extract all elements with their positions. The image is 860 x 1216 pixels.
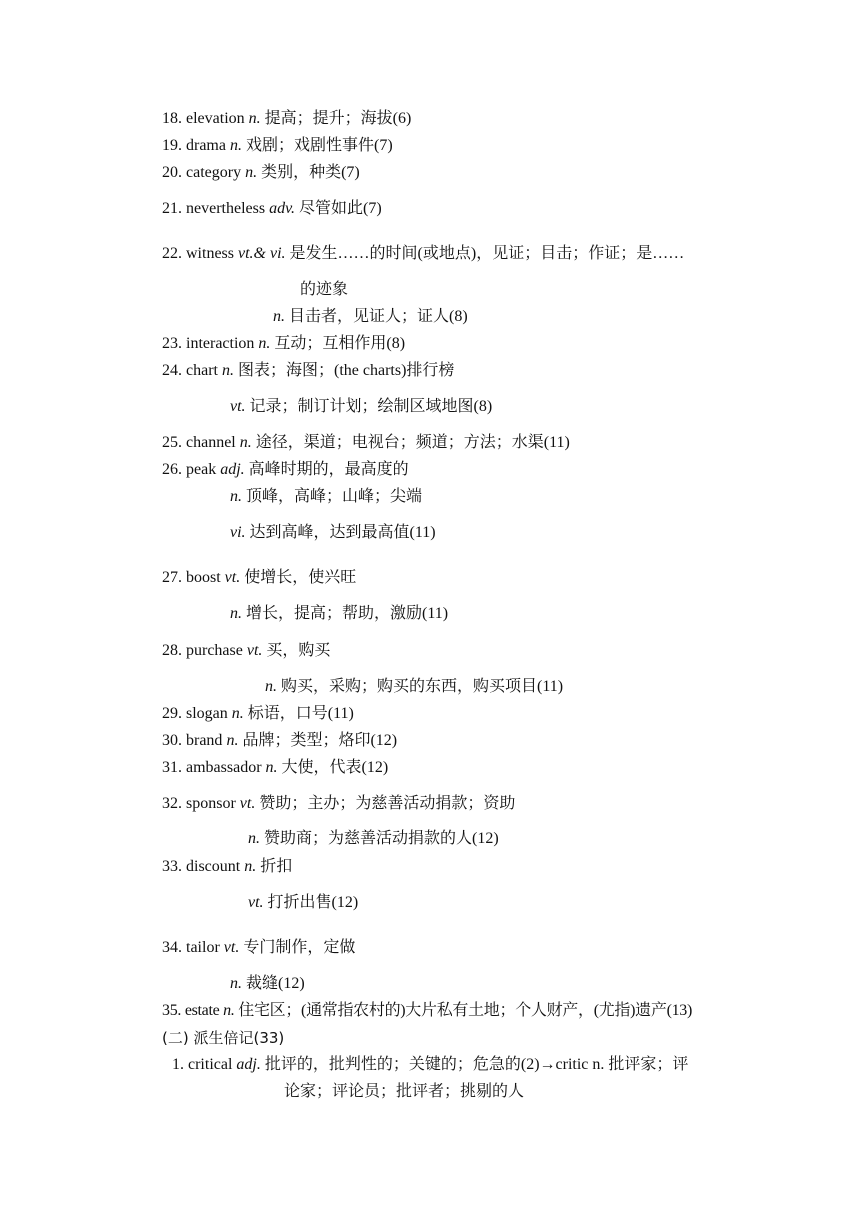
definition: 论家；评论员；批评者；挑剔的人 [284, 1083, 525, 1100]
entry-word: interaction [186, 335, 255, 352]
part-of-speech: adj. [236, 1056, 261, 1073]
part-of-speech: n. [258, 335, 271, 352]
entry-word: peak [186, 461, 217, 478]
entry-24-verb [230, 397, 492, 417]
definition: 途径，渠道；电视台；频道；方法；水渠(11) [255, 434, 570, 451]
derived-entry-1-continuation [284, 1082, 524, 1102]
part-of-speech: n. [221, 362, 234, 379]
entry-number: 21. [162, 200, 182, 217]
entry-34 [162, 938, 355, 958]
entry-20 [162, 163, 360, 183]
entry-25 [162, 433, 570, 453]
entry-number: 35. [162, 1002, 182, 1019]
entry-26-verb [230, 523, 436, 543]
entry-32 [162, 794, 515, 814]
definition: 是发生……的时间(或地点)，见证；目击；作证；是…… [289, 245, 685, 262]
entry-27 [162, 568, 356, 588]
entry-28 [162, 641, 330, 661]
entry-number: 20. [162, 164, 182, 181]
entry-word: slogan [186, 705, 228, 722]
definition: 打折出售(12) [267, 894, 359, 911]
part-of-speech: n. [226, 732, 239, 749]
part-of-speech: n. [248, 110, 261, 127]
part-of-speech: vt. [223, 939, 240, 956]
entry-number: 32. [162, 795, 182, 812]
entry-23 [162, 334, 405, 354]
entry-word: chart [186, 362, 218, 379]
entry-word: witness [186, 245, 234, 262]
part-of-speech: n. [231, 705, 244, 722]
entry-word: drama [186, 137, 226, 154]
entry-29 [162, 704, 354, 724]
definition: 折扣 [260, 858, 293, 875]
section-heading [162, 1028, 284, 1048]
entry-19 [162, 136, 393, 156]
entry-word: ambassador [186, 759, 262, 776]
part-of-speech: adj. [220, 461, 245, 478]
definition: 标语，口号(11) [247, 705, 354, 722]
entry-word: elevation [186, 110, 245, 127]
part-of-speech: n. [229, 137, 242, 154]
part-of-speech: n. [244, 858, 257, 875]
definition: 增长，提高；帮助，激励(11) [246, 605, 449, 622]
entry-28-noun [265, 677, 563, 697]
definition: 住宅区；(通常指农村的)大片私有土地；个人财产，(尤指)遗产(13) [238, 1002, 693, 1019]
entry-number: 23. [162, 335, 182, 352]
definition: 大使，代表(12) [281, 759, 389, 776]
entry-33 [162, 857, 292, 877]
entry-number: 28. [162, 642, 182, 659]
entry-word: boost [186, 569, 221, 586]
entry-22-noun [273, 307, 468, 327]
definition: 裁缝(12) [246, 975, 305, 992]
entry-word: category [186, 164, 242, 181]
part-of-speech: n. [248, 830, 260, 847]
entry-word: nevertheless [186, 200, 266, 217]
part-of-speech: n. [273, 308, 285, 325]
entry-word: brand [186, 732, 223, 749]
definition: 批评的，批判性的；关键的；危急的(2)→critic n. 批评家；评 [264, 1056, 689, 1073]
entry-number: 33. [162, 858, 182, 875]
entry-word: estate [184, 1002, 220, 1019]
entry-27-noun [230, 604, 448, 624]
part-of-speech: n. [239, 434, 252, 451]
entry-word: discount [186, 858, 241, 875]
entry-word: sponsor [186, 795, 236, 812]
definition: 赞助；主办；为慈善活动捐款；资助 [259, 795, 516, 812]
definition: 达到高峰，达到最高值(11) [249, 524, 436, 541]
part-of-speech: n. [230, 605, 242, 622]
definition: 专门制作，定做 [243, 939, 356, 956]
section-title: (二) 派生倍记(33) [162, 1029, 285, 1047]
part-of-speech: n. [265, 759, 278, 776]
entry-number: 25. [162, 434, 182, 451]
definition: 使增长，使兴旺 [244, 569, 357, 586]
definition: 图表；海图；(the charts)排行榜 [237, 362, 455, 379]
entry-21 [162, 199, 382, 219]
definition: 品牌；类型；烙印(12) [242, 732, 398, 749]
derived-entry-1 [172, 1055, 688, 1075]
entry-30 [162, 731, 397, 751]
part-of-speech: n. [265, 678, 277, 695]
definition: 类别，种类(7) [261, 164, 360, 181]
entry-35 [162, 1001, 692, 1021]
entry-number: 27. [162, 569, 182, 586]
entry-number: 29. [162, 705, 182, 722]
entry-22-continuation [300, 280, 348, 300]
entry-26 [162, 460, 409, 480]
entry-word: tailor [186, 939, 220, 956]
definition: 顶峰，高峰；山峰；尖端 [246, 488, 423, 505]
definition: 目击者，见证人；证人(8) [289, 308, 468, 325]
part-of-speech: vi. [230, 524, 246, 541]
entry-number: 30. [162, 732, 182, 749]
part-of-speech: n. [223, 1002, 235, 1019]
definition: 记录；制订计划；绘制区域地图(8) [249, 398, 493, 415]
part-of-speech: adv. [269, 200, 295, 217]
part-of-speech: vt. [230, 398, 246, 415]
entry-32-noun [248, 829, 499, 849]
entry-26-noun [230, 487, 422, 507]
part-of-speech: vt. [239, 795, 256, 812]
entry-34-noun [230, 974, 305, 994]
entry-number: 24. [162, 362, 182, 379]
entry-number: 31. [162, 759, 182, 776]
definition: 的迹象 [300, 281, 349, 298]
definition: 买，购买 [266, 642, 331, 659]
entry-number: 18. [162, 110, 182, 127]
definition: 高峰时期的，最高度的 [248, 461, 409, 478]
entry-number: 19. [162, 137, 182, 154]
entry-number: 22. [162, 245, 182, 262]
entry-number: 26. [162, 461, 182, 478]
entry-22 [162, 244, 684, 264]
definition: 互动；互相作用(8) [274, 335, 406, 352]
entry-24 [162, 361, 454, 381]
entry-word: channel [186, 434, 236, 451]
entry-number: 34. [162, 939, 182, 956]
entry-number: 1. [172, 1056, 184, 1073]
entry-31 [162, 758, 388, 778]
part-of-speech: n. [245, 164, 258, 181]
definition: 提高；提升；海拔(6) [264, 110, 412, 127]
entry-18 [162, 109, 411, 129]
entry-word: critical [188, 1056, 233, 1073]
part-of-speech: vt. [224, 569, 241, 586]
part-of-speech: vt. [246, 642, 263, 659]
part-of-speech: n. [230, 975, 242, 992]
part-of-speech: vt. [248, 894, 264, 911]
part-of-speech: vt.& vi. [238, 245, 286, 262]
part-of-speech: n. [230, 488, 242, 505]
definition: 戏剧；戏剧性事件(7) [245, 137, 393, 154]
definition: 购买，采购；购买的东西，购买项目(11) [281, 678, 564, 695]
definition: 赞助商；为慈善活动捐款的人(12) [264, 830, 499, 847]
definition: 尽管如此(7) [299, 200, 382, 217]
entry-33-verb [248, 893, 358, 913]
entry-word: purchase [186, 642, 243, 659]
